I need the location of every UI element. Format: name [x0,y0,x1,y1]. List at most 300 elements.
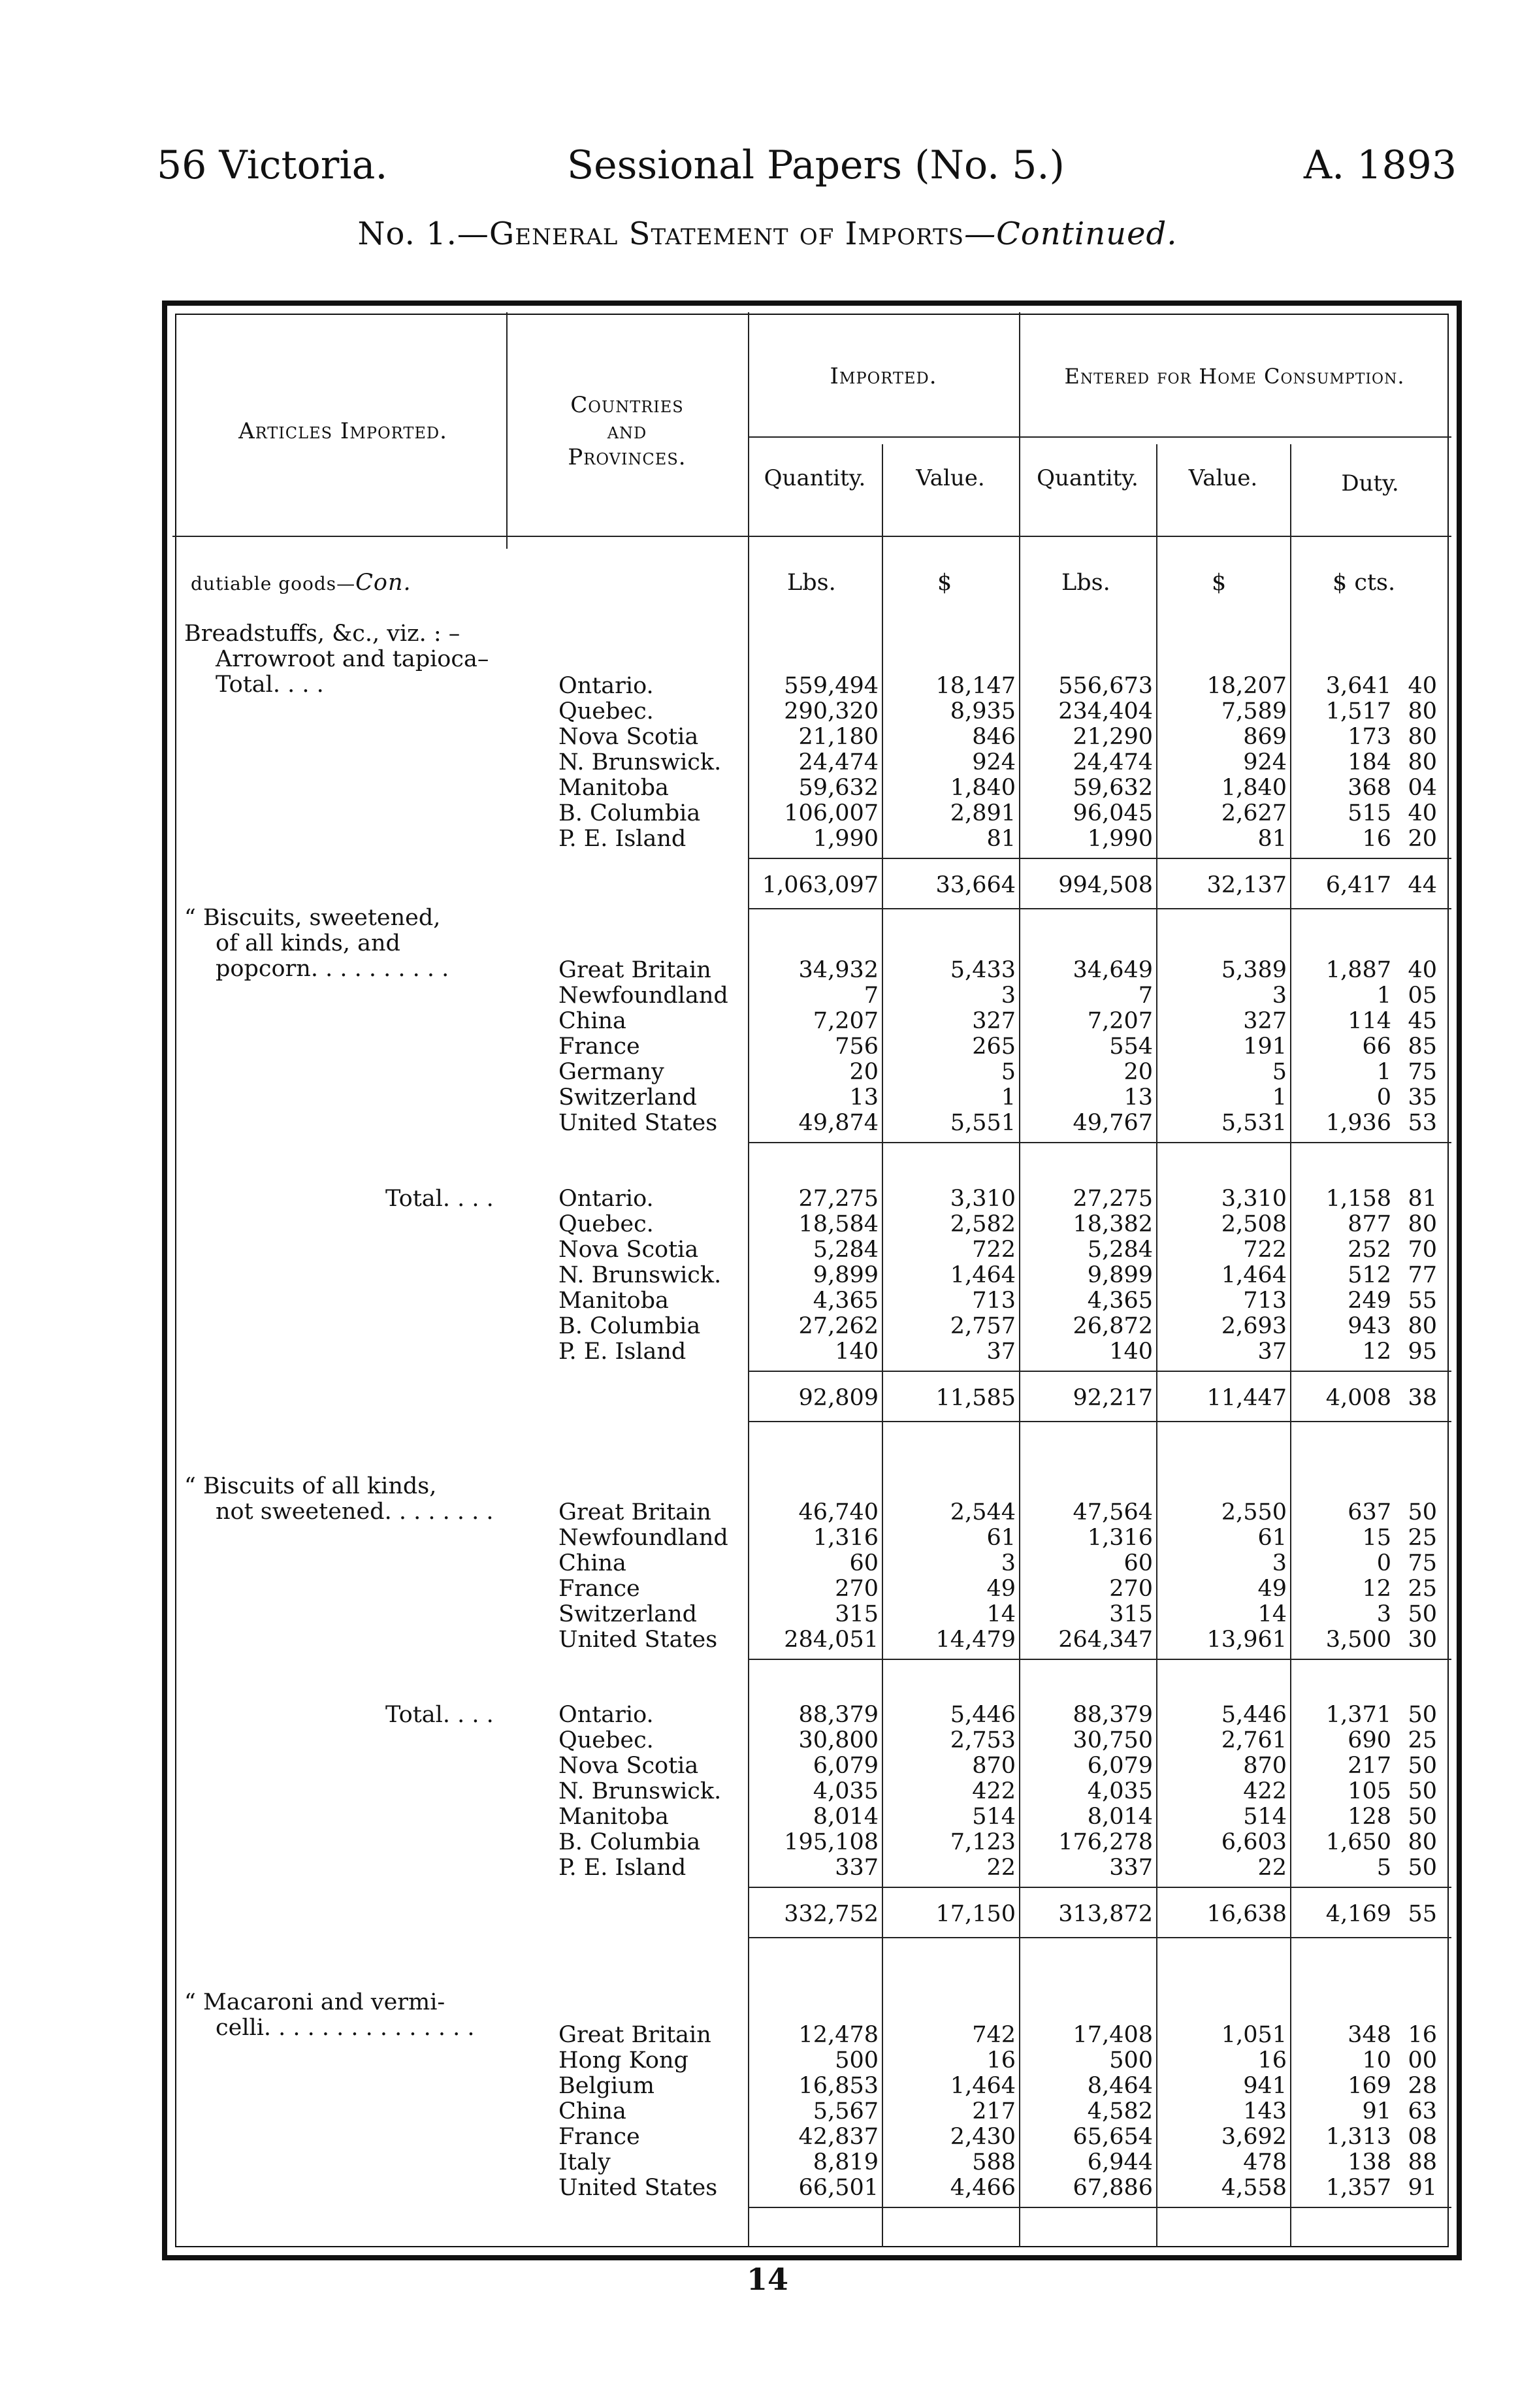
total-rule [748,1937,1451,1938]
cell-quantity2: 500 [1109,2047,1153,2074]
cell-value2: 713 [1243,1288,1287,1314]
total-quantity2: 994,508 [1058,872,1153,898]
col-value2-header: Value. [1188,465,1258,491]
cell-quantity: 195,108 [784,1829,879,1855]
cell-duty-dollars: 690 [1348,1727,1391,1753]
article-label: Total. . . . [216,672,324,698]
cell-value2: 3 [1272,983,1287,1009]
col-divider-countries [748,312,749,2247]
row-country: Italy [558,2149,611,2175]
cell-value2: 22 [1257,1855,1287,1881]
cell-quantity2: 88,379 [1073,1702,1153,1728]
cell-quantity2: 8,014 [1087,1804,1153,1830]
cell-duty-dollars: 1,313 [1325,2124,1391,2150]
section-label [191,570,412,597]
subtotal-rule [748,1659,1451,1660]
cell-quantity: 60 [849,1550,879,1576]
article-label: “ Biscuits of all kinds, [184,1473,437,1499]
cell-value2: 2,693 [1221,1313,1287,1339]
cell-quantity: 13 [849,1084,879,1111]
cell-duty-cents: 63 [1408,2098,1437,2124]
total-rule [748,1421,1451,1422]
cell-duty-dollars: 1 [1376,1059,1391,1085]
col-countries-line1: Countries [570,392,684,418]
subtotal-rule [748,1887,1451,1888]
cell-value2: 4,558 [1221,2175,1287,2201]
cell-duty-dollars: 0 [1376,1084,1391,1111]
cell-quantity: 46,740 [798,1499,879,1525]
row-country: Ontario. [558,1702,654,1728]
subtotal-rule [748,1371,1451,1372]
cell-quantity2: 556,673 [1058,673,1153,699]
cell-duty-cents: 70 [1408,1237,1437,1263]
cell-value2: 5,446 [1221,1702,1287,1728]
cell-duty-dollars: 637 [1348,1499,1391,1525]
cell-quantity2: 47,564 [1073,1499,1153,1525]
cell-duty-cents: 80 [1408,749,1437,775]
cell-value2: 3,692 [1221,2124,1287,2150]
col-countries-line2: and [607,418,647,444]
cell-duty-cents: 80 [1408,724,1437,750]
cell-quantity: 8,819 [813,2149,879,2175]
total-duty-dollars: 4,169 [1325,1901,1391,1927]
row-country: Manitoba [558,775,669,801]
cell-duty-cents: 04 [1408,775,1437,801]
cell-quantity2: 6,944 [1087,2149,1153,2175]
cell-value: 2,891 [950,800,1016,826]
cell-value: 846 [972,724,1016,750]
cell-value: 4,466 [950,2175,1016,2201]
cell-value2: 1,464 [1221,1262,1287,1288]
col-divider-v1 [1019,312,1020,2247]
cell-value: 713 [972,1288,1016,1314]
cell-value: 1,464 [950,1262,1016,1288]
cell-quantity: 30,800 [798,1727,879,1753]
cell-value: 742 [972,2022,1016,2048]
article-label: celli. . . . . . . . . . . . . . . [216,2015,475,2041]
cell-duty-cents: 50 [1408,1753,1437,1779]
total-duty-cents: 44 [1408,872,1437,898]
row-country: N. Brunswick. [558,1778,722,1804]
cell-duty-cents: 28 [1408,2073,1437,2099]
cell-duty-dollars: 15 [1362,1525,1391,1551]
cell-value: 3,310 [950,1186,1016,1212]
cell-duty-dollars: 12 [1362,1339,1391,1365]
cell-value2: 7,589 [1221,698,1287,724]
cell-value: 7,123 [950,1829,1016,1855]
col-divider-q2 [1156,444,1157,2247]
cell-duty-dollars: 12 [1362,1576,1391,1602]
page-number: 14 [746,2262,788,2297]
cell-duty-dollars: 128 [1348,1804,1391,1830]
cell-quantity: 12,478 [798,2022,879,2048]
cell-quantity: 24,474 [798,749,879,775]
cell-value2: 924 [1243,749,1287,775]
total-quantity: 332,752 [784,1901,879,1927]
cell-duty-cents: 85 [1408,1033,1437,1060]
entered-group-header: Entered for Home Consumption. [1064,364,1405,389]
subtotal-rule [748,858,1451,859]
section-label-text: dutiable goods— [191,573,356,594]
cell-value2: 1,840 [1221,775,1287,801]
cell-quantity: 284,051 [784,1627,879,1653]
cell-quantity: 21,180 [798,724,879,750]
title-suffix: —Continued. [964,216,1178,252]
col-divider-v2 [1290,444,1291,2247]
cell-quantity: 5,284 [813,1237,879,1263]
cell-quantity2: 30,750 [1073,1727,1153,1753]
row-country: France [558,1033,640,1060]
header-center: Sessional Papers (No. 5.) [567,142,1065,188]
cell-value: 5,551 [950,1110,1016,1136]
cell-value: 327 [972,1008,1016,1034]
cell-duty-cents: 40 [1408,673,1437,699]
cell-value2: 2,550 [1221,1499,1287,1525]
cell-duty-dollars: 138 [1348,2149,1391,2175]
row-country: Quebec. [558,698,654,724]
cell-quantity: 4,365 [813,1288,879,1314]
cell-duty-cents: 91 [1408,2175,1437,2201]
cell-quantity2: 6,079 [1087,1753,1153,1779]
cell-quantity: 140 [835,1339,879,1365]
col-quantity-header: Quantity. [764,465,866,491]
cell-quantity2: 315 [1109,1601,1153,1627]
cell-duty-dollars: 10 [1362,2047,1391,2074]
total-value: 11,585 [935,1385,1016,1411]
row-country: Quebec. [558,1211,654,1237]
cell-value: 722 [972,1237,1016,1263]
cell-value2: 5,389 [1221,957,1287,983]
cell-quantity2: 7 [1138,983,1153,1009]
cell-value: 870 [972,1753,1016,1779]
cell-value2: 327 [1243,1008,1287,1034]
cell-quantity: 18,584 [798,1211,879,1237]
cell-value: 422 [972,1778,1016,1804]
cell-value: 217 [972,2098,1016,2124]
cell-duty-dollars: 252 [1348,1237,1391,1263]
cell-quantity2: 49,767 [1073,1110,1153,1136]
cell-value2: 1 [1272,1084,1287,1111]
article-label: “ Macaroni and vermi- [184,1989,445,2015]
cell-value2: 13,961 [1206,1627,1287,1653]
cell-duty-dollars: 943 [1348,1313,1391,1339]
cell-quantity2: 176,278 [1058,1829,1153,1855]
cell-duty-cents: 95 [1408,1339,1437,1365]
cell-quantity: 106,007 [784,800,879,826]
cell-value: 5 [1001,1059,1016,1085]
cell-quantity: 337 [835,1855,879,1881]
article-label: “ Biscuits, sweetened, [184,905,441,931]
cell-quantity2: 60 [1123,1550,1153,1576]
cell-duty-dollars: 348 [1348,2022,1391,2048]
header-bottom-rule [172,536,1451,537]
row-country: Great Britain [558,2022,711,2048]
cell-value2: 143 [1243,2098,1287,2124]
cell-quantity2: 59,632 [1073,775,1153,801]
cell-value2: 5 [1272,1059,1287,1085]
article-label: Arrowroot and tapioca– [216,646,489,672]
cell-value: 22 [986,1855,1016,1881]
header-group-rule [748,436,1451,438]
cell-value: 924 [972,749,1016,775]
total-duty-dollars: 6,417 [1325,872,1391,898]
cell-quantity2: 234,404 [1058,698,1153,724]
col-articles-header: Articles Imported. [238,418,447,444]
cell-value: 265 [972,1033,1016,1060]
cell-duty-cents: 50 [1408,1499,1437,1525]
col-quantity2-header: Quantity. [1037,465,1139,491]
cell-value2: 2,761 [1221,1727,1287,1753]
cell-duty-dollars: 515 [1348,800,1391,826]
cell-quantity: 66,501 [798,2175,879,2201]
cell-value: 2,757 [950,1313,1016,1339]
cell-value2: 422 [1243,1778,1287,1804]
total-duty-dollars: 4,008 [1325,1385,1391,1411]
cell-value: 14 [986,1601,1016,1627]
row-country: P. E. Island [558,1339,687,1365]
cell-duty-dollars: 1,887 [1325,957,1391,983]
cell-duty-cents: 80 [1408,1313,1437,1339]
cell-quantity: 5,567 [813,2098,879,2124]
cell-duty-cents: 50 [1408,1804,1437,1830]
cell-value2: 5,531 [1221,1110,1287,1136]
cell-quantity2: 67,886 [1073,2175,1153,2201]
cell-quantity: 500 [835,2047,879,2074]
cell-duty-dollars: 512 [1348,1262,1391,1288]
total-quantity: 1,063,097 [762,872,879,898]
cell-value: 3 [1001,983,1016,1009]
cell-quantity2: 270 [1109,1576,1153,1602]
cell-value2: 869 [1243,724,1287,750]
row-country: Ontario. [558,673,654,699]
row-country: N. Brunswick. [558,749,722,775]
cell-duty-cents: 75 [1408,1059,1437,1085]
cell-value2: 870 [1243,1753,1287,1779]
cell-quantity: 559,494 [784,673,879,699]
cell-value: 1 [1001,1084,1016,1111]
cell-duty-cents: 30 [1408,1627,1437,1653]
row-country: Great Britain [558,957,711,983]
cell-duty-cents: 80 [1408,1829,1437,1855]
cell-quantity2: 4,365 [1087,1288,1153,1314]
cell-duty-dollars: 1,158 [1325,1186,1391,1212]
cell-quantity2: 65,654 [1073,2124,1153,2150]
cell-value2: 61 [1257,1525,1287,1551]
cell-quantity2: 264,347 [1058,1627,1153,1653]
title-main: General Statement of Imports [489,216,965,252]
cell-quantity2: 20 [1123,1059,1153,1085]
col-countries-line3: Provinces. [568,444,687,470]
unit-duty: $ cts. [1333,570,1396,596]
cell-quantity: 34,932 [798,957,879,983]
total-duty-cents: 38 [1408,1385,1437,1411]
cell-quantity: 6,079 [813,1753,879,1779]
row-country: United States [558,2175,718,2201]
cell-quantity2: 554 [1109,1033,1153,1060]
cell-value: 5,433 [950,957,1016,983]
cell-duty-cents: 80 [1408,1211,1437,1237]
total-duty-cents: 55 [1408,1901,1437,1927]
cell-quantity: 42,837 [798,2124,879,2150]
cell-duty-cents: 08 [1408,2124,1437,2150]
cell-value: 2,544 [950,1499,1016,1525]
cell-quantity2: 9,899 [1087,1262,1153,1288]
cell-duty-cents: 50 [1408,1601,1437,1627]
row-country: France [558,1576,640,1602]
cell-duty-cents: 40 [1408,957,1437,983]
row-country: Newfoundland [558,1525,728,1551]
cell-duty-cents: 00 [1408,2047,1437,2074]
cell-duty-cents: 50 [1408,1855,1437,1881]
cell-duty-dollars: 3,641 [1325,673,1391,699]
row-country: B. Columbia [558,800,701,826]
cell-duty-cents: 40 [1408,800,1437,826]
cell-duty-dollars: 0 [1376,1550,1391,1576]
cell-value: 16 [986,2047,1016,2074]
cell-quantity: 49,874 [798,1110,879,1136]
row-country: B. Columbia [558,1313,701,1339]
cell-quantity: 7,207 [813,1008,879,1034]
article-label: Breadstuffs, &c., viz. : – [184,621,460,647]
cell-duty-dollars: 217 [1348,1753,1391,1779]
cell-quantity2: 337 [1109,1855,1153,1881]
cell-quantity: 1,316 [813,1525,879,1551]
col-value-header: Value. [916,465,985,491]
cell-value2: 18,207 [1206,673,1287,699]
cell-value: 514 [972,1804,1016,1830]
cell-value: 5,446 [950,1702,1016,1728]
cell-duty-cents: 25 [1408,1727,1437,1753]
cell-duty-dollars: 66 [1362,1033,1391,1060]
unit-value2: $ [1212,570,1227,596]
row-country: Ontario. [558,1186,654,1212]
cell-duty-cents: 50 [1408,1778,1437,1804]
row-country: Manitoba [558,1804,669,1830]
cell-quantity: 16,853 [798,2073,879,2099]
cell-duty-cents: 35 [1408,1084,1437,1111]
cell-quantity: 27,262 [798,1313,879,1339]
total-value2: 32,137 [1206,872,1287,898]
imported-group-header: Imported. [830,363,937,389]
article-label: Total. . . . [385,1186,494,1212]
cell-value2: 14 [1257,1601,1287,1627]
cell-duty-dollars: 249 [1348,1288,1391,1314]
cell-quantity: 9,899 [813,1262,879,1288]
total-quantity2: 92,217 [1073,1385,1153,1411]
cell-value2: 81 [1257,826,1287,852]
total-value: 17,150 [935,1901,1016,1927]
cell-duty-cents: 25 [1408,1576,1437,1602]
cell-duty-dollars: 169 [1348,2073,1391,2099]
cell-value: 3 [1001,1550,1016,1576]
cell-duty-dollars: 91 [1362,2098,1391,2124]
cell-value: 61 [986,1525,1016,1551]
cell-quantity: 27,275 [798,1186,879,1212]
title-prefix: No. 1.— [357,216,489,252]
unit-quantity2: Lbs. [1061,570,1110,596]
cell-value2: 3,310 [1221,1186,1287,1212]
total-value: 33,664 [935,872,1016,898]
cell-quantity2: 26,872 [1073,1313,1153,1339]
cell-value: 2,582 [950,1211,1016,1237]
cell-quantity: 270 [835,1576,879,1602]
cell-duty-cents: 50 [1408,1702,1437,1728]
cell-value2: 37 [1257,1339,1287,1365]
cell-quantity: 315 [835,1601,879,1627]
cell-value: 1,840 [950,775,1016,801]
row-country: P. E. Island [558,1855,687,1881]
total-quantity: 92,809 [798,1385,879,1411]
cell-quantity2: 140 [1109,1339,1153,1365]
subtotal-rule [748,2207,1451,2208]
cell-duty-cents: 81 [1408,1186,1437,1212]
total-quantity2: 313,872 [1058,1901,1153,1927]
cell-quantity2: 21,290 [1073,724,1153,750]
cell-value2: 3 [1272,1550,1287,1576]
cell-quantity2: 8,464 [1087,2073,1153,2099]
cell-duty-cents: 05 [1408,983,1437,1009]
cell-duty-dollars: 173 [1348,724,1391,750]
row-country: China [558,2098,626,2124]
cell-duty-cents: 45 [1408,1008,1437,1034]
row-country: Great Britain [558,1499,711,1525]
cell-quantity2: 1,316 [1087,1525,1153,1551]
cell-duty-cents: 80 [1408,698,1437,724]
row-country: Nova Scotia [558,724,699,750]
col-divider-q1 [882,444,883,2247]
cell-quantity: 59,632 [798,775,879,801]
article-label: of all kinds, and [216,930,400,956]
row-country: United States [558,1627,718,1653]
subtotal-rule [748,1142,1451,1143]
cell-duty-dollars: 1,357 [1325,2175,1391,2201]
section-label-con: Con. [355,570,412,596]
total-rule [748,908,1451,909]
cell-duty-cents: 55 [1408,1288,1437,1314]
row-country: China [558,1550,626,1576]
cell-duty-dollars: 1,371 [1325,1702,1391,1728]
cell-value2: 514 [1243,1804,1287,1830]
cell-quantity: 1,990 [813,826,879,852]
cell-value2: 1,051 [1221,2022,1287,2048]
cell-quantity2: 5,284 [1087,1237,1153,1263]
cell-value2: 191 [1243,1033,1287,1060]
cell-duty-cents: 75 [1408,1550,1437,1576]
cell-quantity2: 24,474 [1073,749,1153,775]
cell-value: 37 [986,1339,1016,1365]
cell-value2: 6,603 [1221,1829,1287,1855]
cell-quantity: 20 [849,1059,879,1085]
cell-value2: 941 [1243,2073,1287,2099]
cell-quantity2: 34,649 [1073,957,1153,983]
cell-duty-cents: 53 [1408,1110,1437,1136]
cell-duty-dollars: 368 [1348,775,1391,801]
row-country: Quebec. [558,1727,654,1753]
cell-duty-dollars: 1,936 [1325,1110,1391,1136]
cell-value: 14,479 [935,1627,1016,1653]
cell-quantity: 756 [835,1033,879,1060]
cell-duty-dollars: 877 [1348,1211,1391,1237]
cell-value2: 49 [1257,1576,1287,1602]
cell-value: 2,753 [950,1727,1016,1753]
cell-quantity2: 18,382 [1073,1211,1153,1237]
cell-duty-cents: 20 [1408,826,1437,852]
cell-duty-dollars: 5 [1376,1855,1391,1881]
row-country: Belgium [558,2073,654,2099]
cell-duty-dollars: 16 [1362,826,1391,852]
row-country: Manitoba [558,1288,669,1314]
row-country: P. E. Island [558,826,687,852]
